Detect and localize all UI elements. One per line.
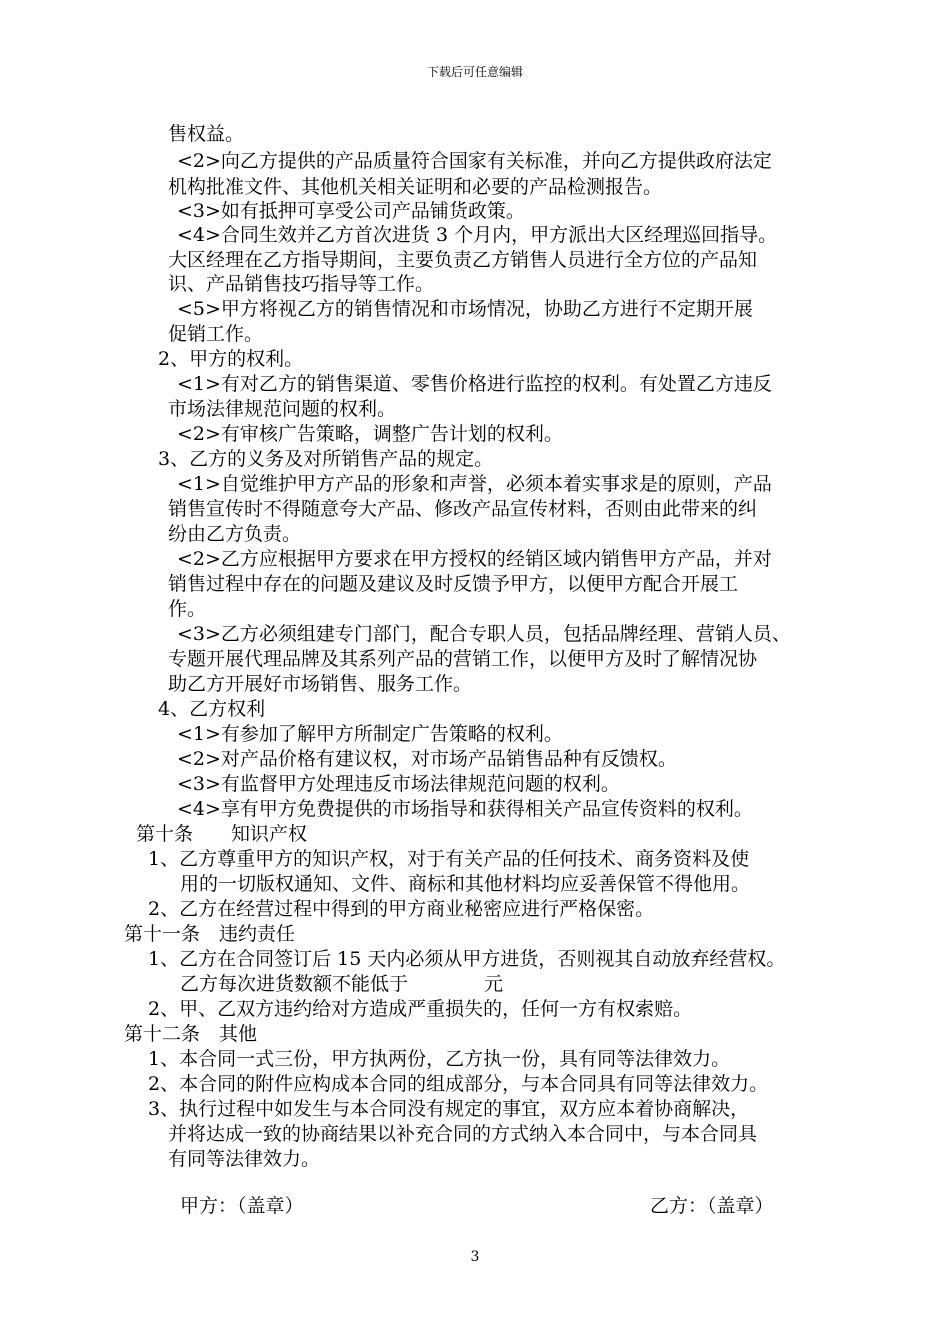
body-line: <2>对产品价格有建议权，对市场产品销售品种有反馈权。 [177,748,677,770]
body-line: 大区经理在乙方指导期间，主要负责乙方销售人员进行全方位的产品知 [168,249,758,271]
body-line: 2、甲、乙双方违约给对方造成严重损失的，任何一方有权索赔。 [148,998,693,1020]
body-line: 销售过程中存在的问题及建议及时反馈予甲方，以便甲方配合开展工 [168,573,739,595]
body-line: <1>有对乙方的销售渠道、零售价格进行监控的权利。有处置乙方违反 [177,373,772,395]
body-line: 销售宣传时不得随意夸大产品、修改产品宣传材料，否则由此带来的纠 [168,498,758,520]
body-line: <1>自觉维护甲方产品的形象和声誉，必须本着实事求是的原则，产品 [177,473,772,495]
body-line: 有同等法律效力。 [168,1148,321,1170]
body-line: 作。 [168,598,207,620]
body-line: 1、乙方在合同签订后 15 天内必须从甲方进货，否则视其自动放弃经营权。 [148,948,786,970]
body-line: 并将达成一致的协商结果以补充合同的方式纳入本合同中，与本合同具 [168,1123,758,1145]
party-a-signature: 甲方：（盖章） [180,1195,304,1217]
page-header: 下载后可任意编辑 [426,65,523,79]
body-line: 助乙方开展好市场销售、服务工作。 [168,673,473,695]
body-line: 乙方每次进货数额不能低于 元 [180,973,504,995]
body-line: <2>有审核广告策略，调整广告计划的权利。 [177,423,563,445]
party-b-signature: 乙方：（盖章） [650,1195,774,1217]
body-line: 售权益。 [168,123,245,145]
body-line: <4>合同生效并乙方首次进货 3 个月内，甲方派出大区经理巡回指导。 [177,224,778,246]
body-line: <3>有监督甲方处理违反市场法律规范问题的权利。 [177,773,620,795]
body-line: <1>有参加了解甲方所制定广告策略的权利。 [177,723,563,745]
body-line: 1、本合同一式三份，甲方执两份，乙方执一份，具有同等法律效力。 [148,1048,731,1070]
body-line: 2、本合同的附件应构成本合同的组成部分，与本合同具有同等法律效力。 [148,1073,769,1095]
body-line: 用的一切版权通知、文件、商标和其他材料均应妥善保管不得他用。 [180,873,751,895]
article-heading: 第十条 知识产权 [136,823,308,845]
body-line: <2>乙方应根据甲方要求在甲方授权的经销区域内销售甲方产品，并对 [177,548,772,570]
body-line: 机构批准文件、其他机关相关证明和必要的产品检测报告。 [168,176,663,198]
page-number: 3 [470,1249,480,1265]
body-line: 专题开展代理品牌及其系列产品的营销工作，以便甲方及时了解情况协 [168,648,758,670]
section-heading: 4、乙方权利 [158,698,266,720]
body-line: 识、产品销售技巧指导等工作。 [168,273,435,295]
article-heading: 第十一条 违约责任 [124,923,296,945]
body-line: <3>乙方必须组建专门部门，配合专职人员，包括品牌经理、营销人员、 [177,623,791,645]
section-heading: 2、甲方的权利。 [158,348,304,370]
body-line: 2、乙方在经营过程中得到的甲方商业秘密应进行严格保密。 [148,898,655,920]
body-line: 市场法律规范问题的权利。 [168,398,397,420]
body-line: <2>向乙方提供的产品质量符合国家有关标准，并向乙方提供政府法定 [177,150,772,172]
body-line: 3、执行过程中如发生与本合同没有规定的事宜，双方应本着协商解决， [148,1098,750,1120]
body-line: 1、乙方尊重甲方的知识产权，对于有关产品的任何技术、商务资料及使 [148,848,750,870]
body-line: <5>甲方将视乙方的销售情况和市场情况，协助乙方进行不定期开展 [177,298,753,320]
body-line: 纷由乙方负责。 [168,523,302,545]
body-line: <4>享有甲方免费提供的市场指导和获得相关产品宣传资料的权利。 [177,798,753,820]
body-line: 促销工作。 [168,323,264,345]
section-heading: 3、乙方的义务及对所销售产品的规定。 [158,448,494,470]
article-heading: 第十二条 其他 [124,1023,258,1045]
body-line: <3>如有抵押可享受公司产品铺货政策。 [177,200,525,222]
